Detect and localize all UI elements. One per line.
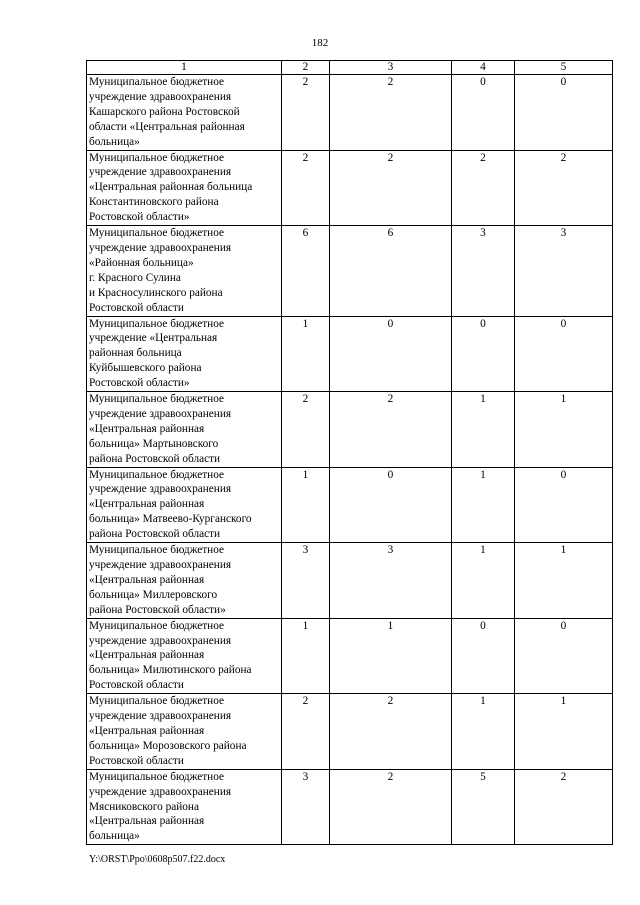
column-header: 3 xyxy=(330,61,452,75)
value-cell: 0 xyxy=(452,316,515,392)
value-cell: 2 xyxy=(515,150,613,226)
value-cell: 1 xyxy=(282,467,330,543)
table-row xyxy=(87,316,613,392)
page-number: 182 xyxy=(311,37,329,49)
value-cell: 0 xyxy=(515,75,613,151)
value-cell: 0 xyxy=(452,75,515,151)
table-row xyxy=(87,618,613,694)
institution-name-cell: Муниципальное бюджетное учреждение здравоохранения Мясниковского района «Центральная районная больница» xyxy=(87,769,282,845)
institution-name-cell: Муниципальное бюджетное учреждение здравоохранения «Центральная районная больница Константиновского района Ростовской области» xyxy=(87,150,282,226)
table-row xyxy=(87,467,613,543)
value-cell: 5 xyxy=(452,769,515,845)
value-cell: 1 xyxy=(515,694,613,770)
value-cell: 1 xyxy=(452,467,515,543)
institution-name-cell: Муниципальное бюджетное учреждение здравоохранения «Центральная районная больница» Морозовского района Ростовской области xyxy=(87,694,282,770)
table-row xyxy=(87,226,613,316)
value-cell: 6 xyxy=(330,226,452,316)
value-cell: 3 xyxy=(282,543,330,619)
value-cell: 2 xyxy=(330,75,452,151)
institution-name-cell: Муниципальное бюджетное учреждение здравоохранения «Центральная районная больница» Матвеево-Курганского района Ростовской области xyxy=(87,467,282,543)
value-cell: 0 xyxy=(330,316,452,392)
document-file-path: Y:\ORST\Ppo\0608p507.f22.docx xyxy=(89,854,226,865)
table-row xyxy=(87,392,613,468)
value-cell: 2 xyxy=(282,75,330,151)
column-header: 4 xyxy=(452,61,515,75)
column-header: 5 xyxy=(515,61,613,75)
value-cell: 1 xyxy=(452,694,515,770)
table-row xyxy=(87,75,613,151)
institution-name-cell: Муниципальное бюджетное учреждение здравоохранения «Районная больница» г. Красного Сулина и Красносулинского района Ростовской области xyxy=(87,226,282,316)
value-cell: 0 xyxy=(515,618,613,694)
value-cell: 2 xyxy=(330,694,452,770)
value-cell: 0 xyxy=(515,467,613,543)
value-cell: 3 xyxy=(330,543,452,619)
value-cell: 0 xyxy=(452,618,515,694)
value-cell: 0 xyxy=(515,316,613,392)
value-cell: 1 xyxy=(330,618,452,694)
value-cell: 3 xyxy=(282,769,330,845)
institution-name-cell: Муниципальное бюджетное учреждение здравоохранения «Центральная районная больница» Мартыновского района Ростовской области xyxy=(87,392,282,468)
value-cell: 0 xyxy=(330,467,452,543)
table-row xyxy=(87,150,613,226)
value-cell: 2 xyxy=(330,392,452,468)
value-cell: 3 xyxy=(452,226,515,316)
value-cell: 2 xyxy=(452,150,515,226)
value-cell: 2 xyxy=(282,150,330,226)
value-cell: 1 xyxy=(515,392,613,468)
value-cell: 2 xyxy=(515,769,613,845)
value-cell: 2 xyxy=(282,392,330,468)
institution-name-cell: Муниципальное бюджетное учреждение здравоохранения «Центральная районная больница» Миллеровского района Ростовской области» xyxy=(87,543,282,619)
value-cell: 1 xyxy=(282,618,330,694)
table-row xyxy=(87,694,613,770)
value-cell: 3 xyxy=(515,226,613,316)
table-row xyxy=(87,543,613,619)
value-cell: 1 xyxy=(452,392,515,468)
value-cell: 6 xyxy=(282,226,330,316)
institution-name-cell: Муниципальное бюджетное учреждение здравоохранения «Центральная районная больница» Милютинского района Ростовской области xyxy=(87,618,282,694)
value-cell: 2 xyxy=(282,694,330,770)
value-cell: 1 xyxy=(452,543,515,619)
value-cell: 1 xyxy=(282,316,330,392)
institution-name-cell: Муниципальное бюджетное учреждение «Центральная районная больница Куйбышевского района Ростовской области» xyxy=(87,316,282,392)
data-table xyxy=(86,60,613,845)
value-cell: 1 xyxy=(515,543,613,619)
value-cell: 2 xyxy=(330,769,452,845)
value-cell: 2 xyxy=(330,150,452,226)
column-header: 2 xyxy=(282,61,330,75)
table-header-row xyxy=(87,61,613,75)
table-row xyxy=(87,769,613,845)
institution-name-cell: Муниципальное бюджетное учреждение здравоохранения Кашарского района Ростовской области «Центральная районная больница» xyxy=(87,75,282,151)
column-header: 1 xyxy=(87,61,282,75)
